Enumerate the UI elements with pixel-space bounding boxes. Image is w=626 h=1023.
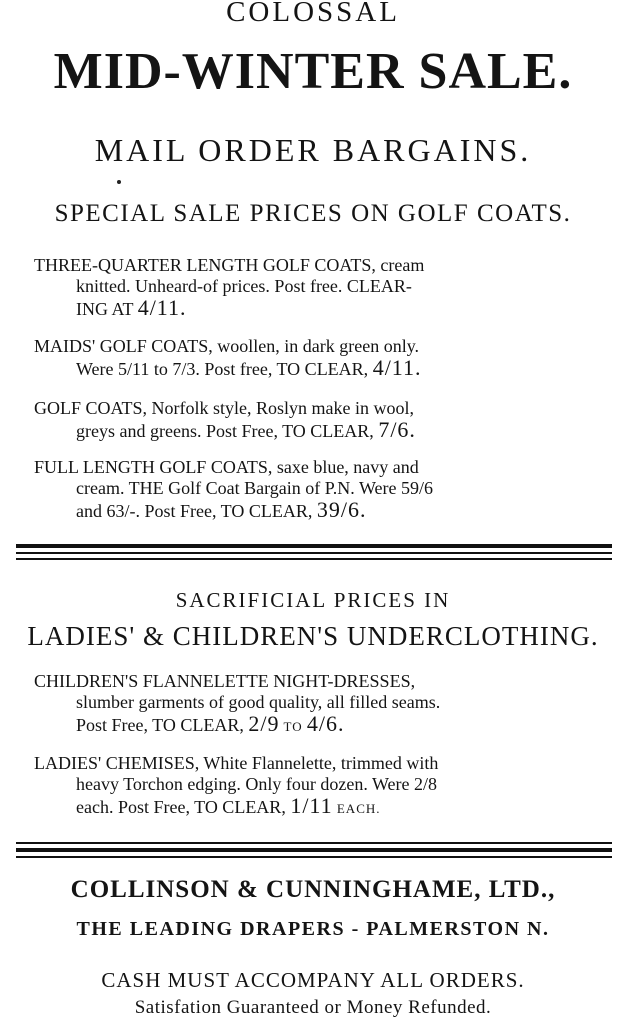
item-line xyxy=(34,419,598,442)
item-line: knitted. Unheard-of prices. Post free. CLEAR- xyxy=(76,276,412,296)
section-divider xyxy=(16,842,612,858)
item-line xyxy=(34,297,598,320)
item-line-text: greys and greens. Post Free, TO CLEAR, xyxy=(76,421,379,441)
item-line: cream. THE Golf Coat Bargain of P.N. Were 59/6 xyxy=(76,478,433,498)
price: 4/6. xyxy=(306,711,345,736)
item-line-text: THREE-QUARTER LENGTH GOLF COATS, cream xyxy=(34,255,425,275)
payment-notice: CASH MUST ACCOMPANY ALL ORDERS. xyxy=(101,968,525,992)
item-line xyxy=(34,255,598,276)
sale-headline: MID-WINTER SALE. xyxy=(53,43,573,100)
price-range-word: TO xyxy=(279,719,307,734)
guarantee-notice: Satisfation Guaranteed or Money Refunded. xyxy=(134,997,492,1018)
item-line xyxy=(34,795,598,819)
price: 4/11. xyxy=(137,295,187,320)
price: 39/6. xyxy=(316,497,367,522)
item-line-text: ING AT xyxy=(76,299,138,319)
golf-coat-item-maids xyxy=(34,336,598,380)
golf-coats-section-title: SPECIAL SALE PRICES ON GOLF COATS. xyxy=(54,200,572,227)
item-line: MAIDS' GOLF COATS, woollen, in dark green only. xyxy=(34,336,420,356)
item-line xyxy=(34,499,598,522)
price: 2/9 xyxy=(248,711,280,736)
item-line: CHILDREN'S FLANNELETTE NIGHT-DRESSES, xyxy=(34,671,416,691)
item-line xyxy=(34,713,598,737)
price: 7/6. xyxy=(378,417,416,442)
item-line-text: each. Post Free, TO CLEAR, xyxy=(76,797,291,817)
kicker-text: COLOSSAL xyxy=(226,0,400,28)
item-line-text: Post Free, TO CLEAR, xyxy=(76,715,249,735)
price: 4/11. xyxy=(372,355,422,380)
underclothing-kicker: SACRIFICIAL PRICES IN xyxy=(175,588,451,612)
underclothing-item-chemises xyxy=(34,753,598,819)
item-line: FULL LENGTH GOLF COATS, saxe blue, navy and xyxy=(34,457,419,477)
section-divider xyxy=(16,544,612,560)
price: 1/11 xyxy=(290,793,333,818)
golf-coat-item-three-quarter xyxy=(34,255,598,320)
ink-dot xyxy=(117,180,121,184)
golf-coat-item-norfolk xyxy=(34,398,598,442)
underclothing-item-night-dresses xyxy=(34,671,598,737)
underclothing-title: LADIES' & CHILDREN'S UNDERCLOTHING. xyxy=(27,621,599,651)
golf-coat-item-full-length xyxy=(34,457,598,522)
company-tagline: THE LEADING DRAPERS - PALMERSTON N. xyxy=(76,918,550,940)
item-line-text: Were 5/11 to 7/3. Post free, TO CLEAR, xyxy=(76,359,373,379)
item-line-text: and 63/-. Post Free, TO CLEAR, xyxy=(76,501,317,521)
item-line: slumber garments of good quality, all filled seams. xyxy=(76,692,441,712)
item-line xyxy=(34,357,598,380)
company-name: COLLINSON & CUNNINGHAME, LTD., xyxy=(70,876,556,903)
each-word: EACH. xyxy=(332,801,381,816)
item-line: heavy Torchon edging. Only four dozen. Were 2/8 xyxy=(76,774,438,794)
item-line: GOLF COATS, Norfolk style, Roslyn make in wool, xyxy=(34,398,414,418)
mail-order-subhead: MAIL ORDER BARGAINS. xyxy=(94,132,532,168)
item-line: LADIES' CHEMISES, White Flannelette, trimmed with xyxy=(34,753,439,773)
